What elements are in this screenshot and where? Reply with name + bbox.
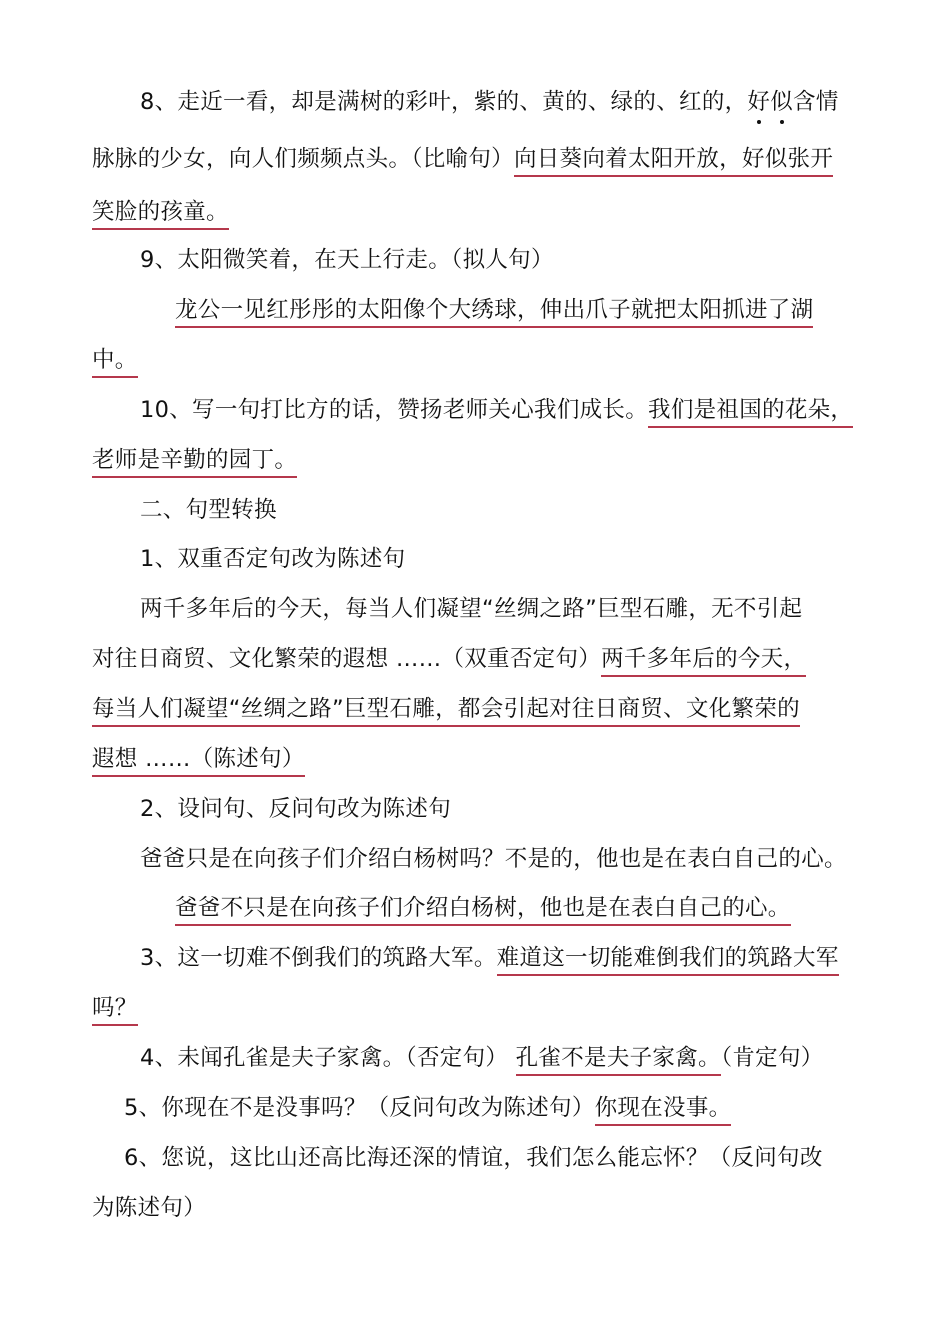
s4-line1: 4、未闻孔雀是夫子家禽。（否定句） 孔雀不是夫子家禽。（肯定句） bbox=[140, 1044, 824, 1072]
answer: 吗？ bbox=[92, 995, 138, 1026]
answer: 遐想 ……（陈述句） bbox=[92, 746, 305, 777]
s1-title: 1、双重否定句改为陈述句 bbox=[140, 546, 406, 572]
s1-line3 bbox=[92, 695, 800, 723]
q8-line2: 脉脉的少女，向人们频频点头。（比喻句）向日葵向着太阳开放，好似张开 bbox=[92, 145, 833, 173]
emphasis-dot: 似 bbox=[770, 89, 794, 115]
s2-answer bbox=[175, 894, 791, 922]
answer: 每当人们凝望“丝绸之路”巨型石雕，都会引起对往日商贸、文化繁荣的 bbox=[92, 696, 800, 727]
s1-line4 bbox=[92, 745, 305, 773]
answer: 向日葵向着太阳开放，好似张开 bbox=[514, 146, 833, 177]
s2-line1: 爸爸只是在向孩子们介绍白杨树吗？不是的，他也是在表白自己的心。 bbox=[140, 846, 847, 872]
q9-line1: 9、太阳微笑着，在天上行走。（拟人句） bbox=[140, 247, 554, 273]
q8-line1: 8、走近一看，却是满树的彩叶，紫的、黄的、绿的、红的，好似含情 bbox=[140, 89, 839, 115]
s5-line1: 5、你现在不是没事吗？（反问句改为陈述句）你现在没事。 bbox=[124, 1094, 731, 1122]
s6-line1: 6、您说，这比山还高比海还深的情谊，我们怎么能忘怀？（反问句改 bbox=[124, 1145, 823, 1171]
answer: 我们是祖国的花朵， bbox=[648, 397, 853, 428]
answer: 老师是辛勤的园丁。 bbox=[92, 447, 297, 478]
answer: 孔雀不是夫子家禽。 bbox=[516, 1045, 721, 1076]
answer: 你现在没事。 bbox=[595, 1095, 732, 1126]
answer: 难道这一切能难倒我们的筑路大军 bbox=[497, 945, 839, 976]
answer: 龙公一见红彤彤的太阳像个大绣球，伸出爪子就把太阳抓进了湖 bbox=[175, 297, 813, 328]
s1-line2: 对往日商贸、文化繁荣的遐想 ……（双重否定句）两千多年后的今天， bbox=[92, 645, 806, 673]
s3-line2 bbox=[92, 994, 138, 1022]
answer: 两千多年后的今天， bbox=[601, 646, 806, 677]
section-heading: 二、句型转换 bbox=[140, 497, 277, 523]
answer: 笑脸的孩童。 bbox=[92, 199, 229, 230]
s2-title: 2、设问句、反问句改为陈述句 bbox=[140, 796, 452, 822]
emphasis-dot: 好 bbox=[747, 89, 771, 115]
s1-line1: 两千多年后的今天，每当人们凝望“丝绸之路”巨型石雕，无不引起 bbox=[140, 596, 803, 622]
answer: 中。 bbox=[92, 347, 138, 378]
q9-answer2 bbox=[92, 346, 138, 374]
q8-line3 bbox=[92, 198, 229, 226]
q9-answer1 bbox=[175, 296, 813, 324]
q10-line1: 10、写一句打比方的话，赞扬老师关心我们成长。我们是祖国的花朵， bbox=[140, 396, 853, 424]
q10-line2 bbox=[92, 446, 297, 474]
s6-line2: 为陈述句） bbox=[92, 1195, 207, 1221]
s3-line1: 3、这一切难不倒我们的筑路大军。难道这一切能难倒我们的筑路大军 bbox=[140, 944, 839, 972]
answer: 爸爸不只是在向孩子们介绍白杨树，他也是在表白自己的心。 bbox=[175, 895, 791, 926]
